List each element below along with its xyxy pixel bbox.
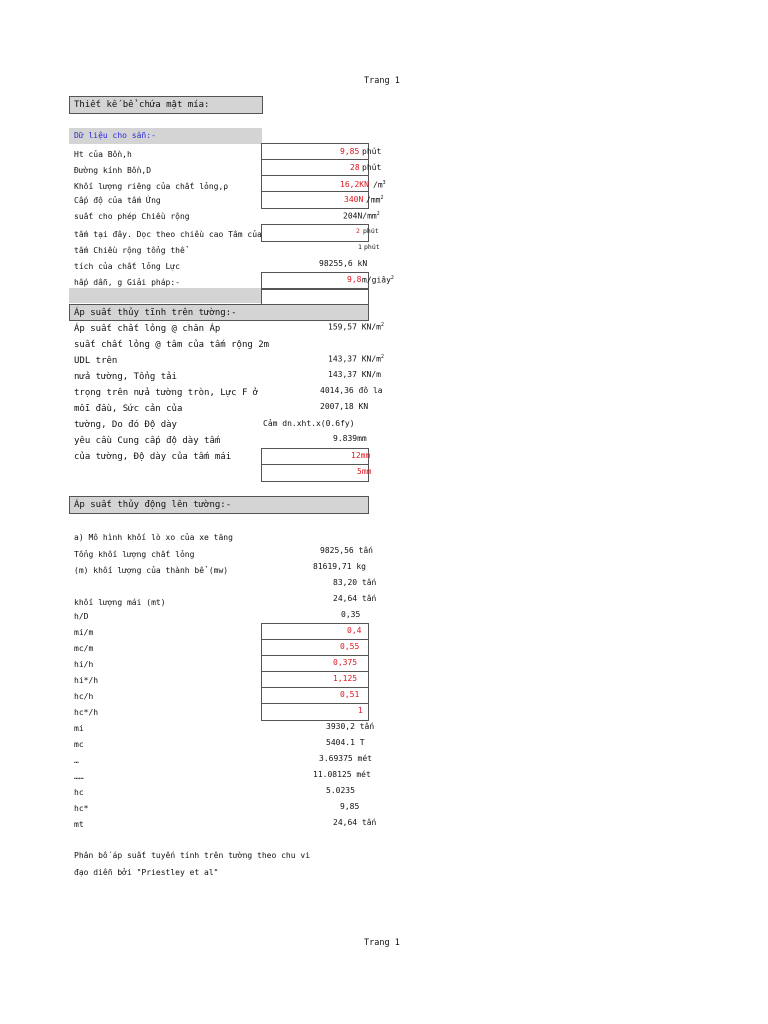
input-label-panel-width: tấm tại đây. Dọc theo chiều cao Tâm của (74, 230, 262, 239)
dynamic-value: 3.69375 mét (319, 754, 372, 763)
input-label-height: Ht của Bồn,h (74, 150, 132, 159)
blank-box (261, 288, 369, 305)
dynamic-label: hi*/h (74, 676, 99, 685)
input-label-volume: tích của chất lỏng Lực (74, 262, 180, 271)
input-value-diameter[interactable]: 28 (350, 163, 360, 172)
hydrostatic-label: yêu cầu Cung cấp độ dày tấm (74, 436, 221, 446)
input-label-density: Khối lượng riêng của chất lỏng,ρ (74, 182, 229, 191)
input-value-panel-width[interactable]: 2 (356, 227, 360, 235)
dynamic-label: … (74, 756, 79, 765)
input-label-gravity: hấp dẫn, g Giải pháp:- (74, 278, 180, 287)
input-label-grade: Cấp độ của tấm Ứng (74, 196, 161, 205)
input-label-overall-width: tấm Chiều rộng tổng thể (74, 246, 185, 255)
dynamic-label: (m) khối lượng của thành bể (mw) (74, 566, 229, 575)
hydrostatic-value: 159,57 $KN/m^2$ (328, 322, 384, 332)
hydrostatic-value: 9.839mm (333, 434, 367, 443)
input-unit-panel-width: phút (363, 227, 379, 235)
wall-thickness-value[interactable]: 12mm (351, 451, 371, 460)
divider (262, 671, 368, 672)
hydrostatic-value: 143,37 $KN/m^2$ (328, 354, 384, 364)
divider (262, 655, 368, 656)
input-unit-grade: $/mm^2$ (366, 195, 384, 205)
dynamic-value: 24,64 tấn (333, 818, 377, 827)
dynamic-value: 11.08125 mét (313, 770, 371, 779)
section-hydrostatic: Áp suất thủy tĩnh trên tường:- (74, 308, 237, 318)
roof-thickness-value[interactable]: 5mm (357, 467, 372, 476)
divider (262, 159, 368, 160)
model-title: a) Mô hình khối lò xo của xe tăng (74, 533, 233, 542)
dynamic-label: mc (74, 740, 84, 749)
sheet-title: Thiết kế bể chứa mật mía: (74, 100, 210, 110)
input-value-gravity[interactable]: 9,8 (347, 275, 362, 284)
page-header: Trang 1 (364, 76, 400, 86)
dynamic-label: hc (74, 788, 84, 797)
ratio-value[interactable]: 1,125 (333, 674, 358, 683)
input-box-panel-height (261, 224, 369, 242)
divider (262, 639, 368, 640)
ratio-value[interactable]: 0,4 (347, 626, 362, 635)
dynamic-label: h/D (74, 612, 89, 621)
solution-band (69, 288, 262, 303)
dynamic-value: 5404.1 T (326, 738, 365, 747)
section-given-data: Dữ liệu cho sẵn:- (74, 131, 156, 140)
dynamic-label: mt (74, 820, 84, 829)
input-unit-diameter: phút (362, 163, 382, 172)
input-value-height[interactable]: 9,85 (340, 147, 360, 156)
hydrostatic-label: nửa tường, Tổng tải (74, 372, 177, 382)
dynamic-label: Tổng khối lượng chất lỏng (74, 550, 195, 559)
dynamic-value: 24,64 tấn (333, 594, 377, 603)
hydrostatic-value: 4014,36 đô la (320, 386, 383, 395)
dynamic-value: 5.0235 (326, 786, 355, 795)
input-unit-gravity: m/giây$^2$ (362, 275, 394, 285)
input-label-allowable-stress: suất cho phép Chiều rộng (74, 212, 190, 221)
page-footer: Trang 1 (364, 938, 400, 948)
ratio-value[interactable]: 0,55 (340, 642, 360, 651)
dynamic-label: …… (74, 772, 84, 781)
input-unit-density: $/m^3$ (373, 180, 386, 190)
hydrostatic-label: mỗi đầu, Sức cản của (74, 404, 183, 414)
input-unit-overall-width: phút (364, 243, 380, 251)
dynamic-value: 9,85 (340, 802, 360, 811)
dynamic-label: mi/m (74, 628, 94, 637)
divider (262, 464, 368, 465)
dynamic-value: 83,20 tấn (333, 578, 377, 587)
divider (262, 703, 368, 704)
hydrostatic-label: của tường, Độ dày của tấm mái (74, 452, 232, 462)
divider (262, 687, 368, 688)
note-reference: đạo diễn bởi "Priestley et al" (74, 868, 219, 877)
hydrostatic-label: trọng trên nửa tường tròn, Lực F ở (74, 388, 259, 398)
hydrostatic-value: Cảm dn.xht.x(0.6fy) (263, 419, 355, 428)
input-value-overall-width: 1 (358, 243, 362, 251)
input-unit-height: phút (362, 147, 382, 156)
hydrostatic-value: 2007,18 KN (320, 402, 369, 411)
dynamic-label: hc/h (74, 692, 94, 701)
dynamic-label: hi/h (74, 660, 94, 669)
hydrostatic-value: 143,37 KN/m (328, 370, 381, 379)
input-value-allowable-stress: $204N/mm^2$ (343, 211, 380, 221)
ratio-value[interactable]: 0,375 (333, 658, 358, 667)
input-value-volume: 98255,6 kN (319, 259, 368, 268)
dynamic-label: mc/m (74, 644, 94, 653)
hydrostatic-label: suất chất lỏng @ tâm của tấm rộng 2m (74, 340, 270, 350)
note-pressure-distribution: Phân bố áp suất tuyến tính trên tường theo chu vi (74, 851, 311, 860)
input-label-diameter: Đường kính Bồn,D (74, 166, 152, 175)
dynamic-label: hc* (74, 804, 89, 813)
input-value-density[interactable]: 16,2KN (340, 180, 369, 189)
hydrostatic-label: UDL trên (74, 356, 118, 366)
hydrostatic-label: tường, Do đó Độ dày (74, 420, 177, 430)
dynamic-label: khối lượng mái (mt) (74, 598, 166, 607)
hydrostatic-label: Áp suất chất lỏng @ chân Áp (74, 324, 221, 334)
divider (262, 175, 368, 176)
dynamic-value: 3930,2 tấn (326, 722, 375, 731)
dynamic-label: hc*/h (74, 708, 99, 717)
dynamic-label: mi (74, 724, 84, 733)
section-hydrodynamic: Áp suất thủy động lên tường:- (74, 500, 232, 510)
input-value-grade[interactable]: 340N (344, 195, 364, 204)
dynamic-value: 9825,56 tấn (320, 546, 373, 555)
dynamic-value: 0,35 (341, 610, 361, 619)
ratio-box-group (261, 623, 369, 721)
dynamic-value: 81619,71 kg (313, 562, 366, 571)
divider (262, 191, 368, 192)
ratio-value[interactable]: 1 (358, 706, 363, 715)
ratio-value[interactable]: 0,51 (340, 690, 360, 699)
